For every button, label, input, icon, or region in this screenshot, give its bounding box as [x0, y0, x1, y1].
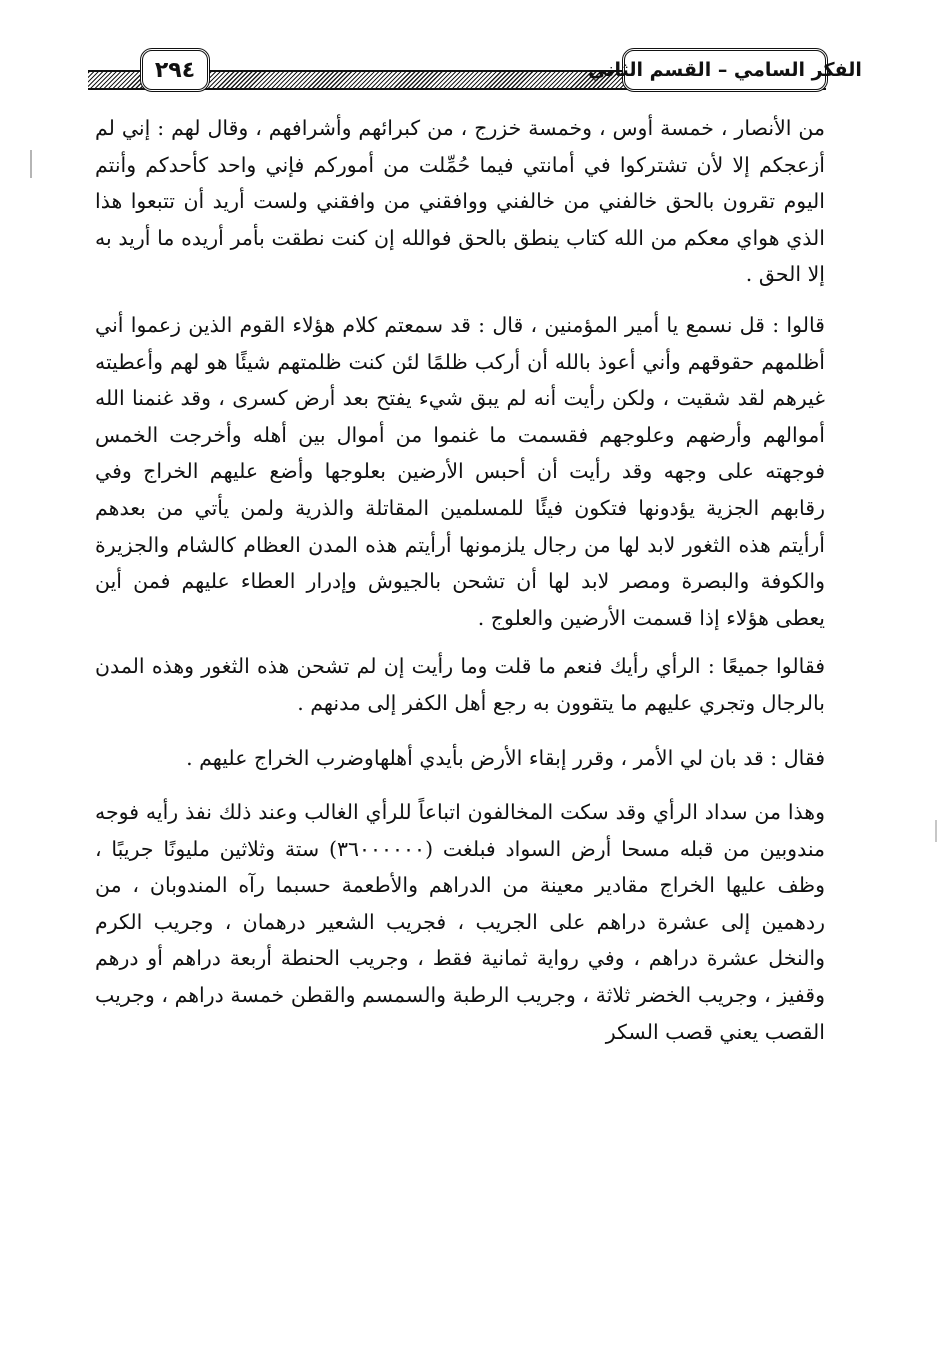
paragraph: فقال : قد بان لي الأمر ، وقرر إبقاء الأرض بأيدي أهلهاوضرب الخراج عليهم . — [186, 745, 825, 770]
page-header — [88, 44, 862, 96]
page-body — [95, 110, 825, 1050]
paragraph: قالوا : قل نسمع يا أمير المؤمنين ، قال : قد سمعتم كلام هؤلاء القوم الذين زعموا أني أظلمهم حقوقهم وأني أعوذ بالله أن أركب ظلمًا لئن كنت ظلمتهم شيئًا هو لهم وأعطيته غيرهم لقد شقيت ، ولكن رأيت أنه لم يبق شيء يفتح بعد أرض كسرى ، وقد غنمنا الله أموالهم وأرضهم وعلوجهم فقسمت ما غنموا من أموال بين أهله وأخرجت الخمس فوجهته على وجهه وقد رأيت أن أحبس الأرضين بعلوجها وأضع عليهم الخراج وفي رقابهم الجزية يؤدونها فتكون فيئًا للمسلمين المقاتلة والذرية ولمن يأتي من بعدهم أرأيتم هذه الثغور لابد لها من رجال يلزمونها أرأيتم هذه المدن العظام كالشام والجزيرة والكوفة والبصرة ومصر لابد لها أن تشحن بالجيوش وإدرار العطاء عليهم فمن أين يعطى هؤلاء إذا قسمت الأرضين والعلوج . — [95, 312, 825, 630]
running-title — [588, 48, 862, 92]
paragraph: من الأنصار ، خمسة أوس ، وخمسة خزرج ، من كبرائهم وأشرافهم ، وقال لهم : إني لم أزعجكم إلا لأن تشتركوا في أمانتي فيما حُمِّلت من أموركم فإني واحد كأحدكم وأنتم اليوم تقرون بالحق خالفني من خالفني ووافقني من وافقني ولست أريد أن تتبعوا هذا الذي هواي معكم من الله كتاب ينطق بالحق فوالله إن كنت نطقت بأمر أريده ما أريد به إلا الحق . — [95, 116, 825, 287]
page-number-text: ٢٩٤ — [154, 57, 196, 83]
page-number — [140, 48, 210, 92]
scan-margin-mark — [30, 150, 32, 178]
paragraph: وهذا من سداد الرأي وقد سكت المخالفون اتباعاً للرأي الغالب وعند ذلك نفذ رأيه فوجه مندوبين من قبله مسحا أرض السواد فبلغت (٣٦٠٠٠٠٠٠) ستة وثلاثين مليونًا جريبًا ، وظف عليها الخراج مقادير معينة من الدراهم والأطعمة حسبما رآه المندوبان ، من ردهمين إلى عشرة دراهم على الجريب ، فجريب الشعير درهمان ، وجريب الكرم والنخل عشرة دراهم ، وفي رواية ثمانية فقط ، وجريب الحنطة أربعة دراهم أو درهم وقفيز ، وجريب الخضر ثلاثة ، وجريب الرطبة والسمسم والقطن خمسة دراهم ، وجريب القصب يعني قصب السكر — [95, 800, 825, 1044]
scan-margin-mark — [935, 820, 937, 842]
running-title-text: الفكر السامي – القسم الثاني — [588, 59, 862, 81]
paragraph: فقالوا جميعًا : الرأي رأيك فنعم ما قلت وما رأيت إن لم تشحن هذه الثغور وهذه المدن بالرجال وتجري عليهم ما يتقوون به رجع أهل الكفر إلى مدنهم . — [95, 654, 825, 715]
